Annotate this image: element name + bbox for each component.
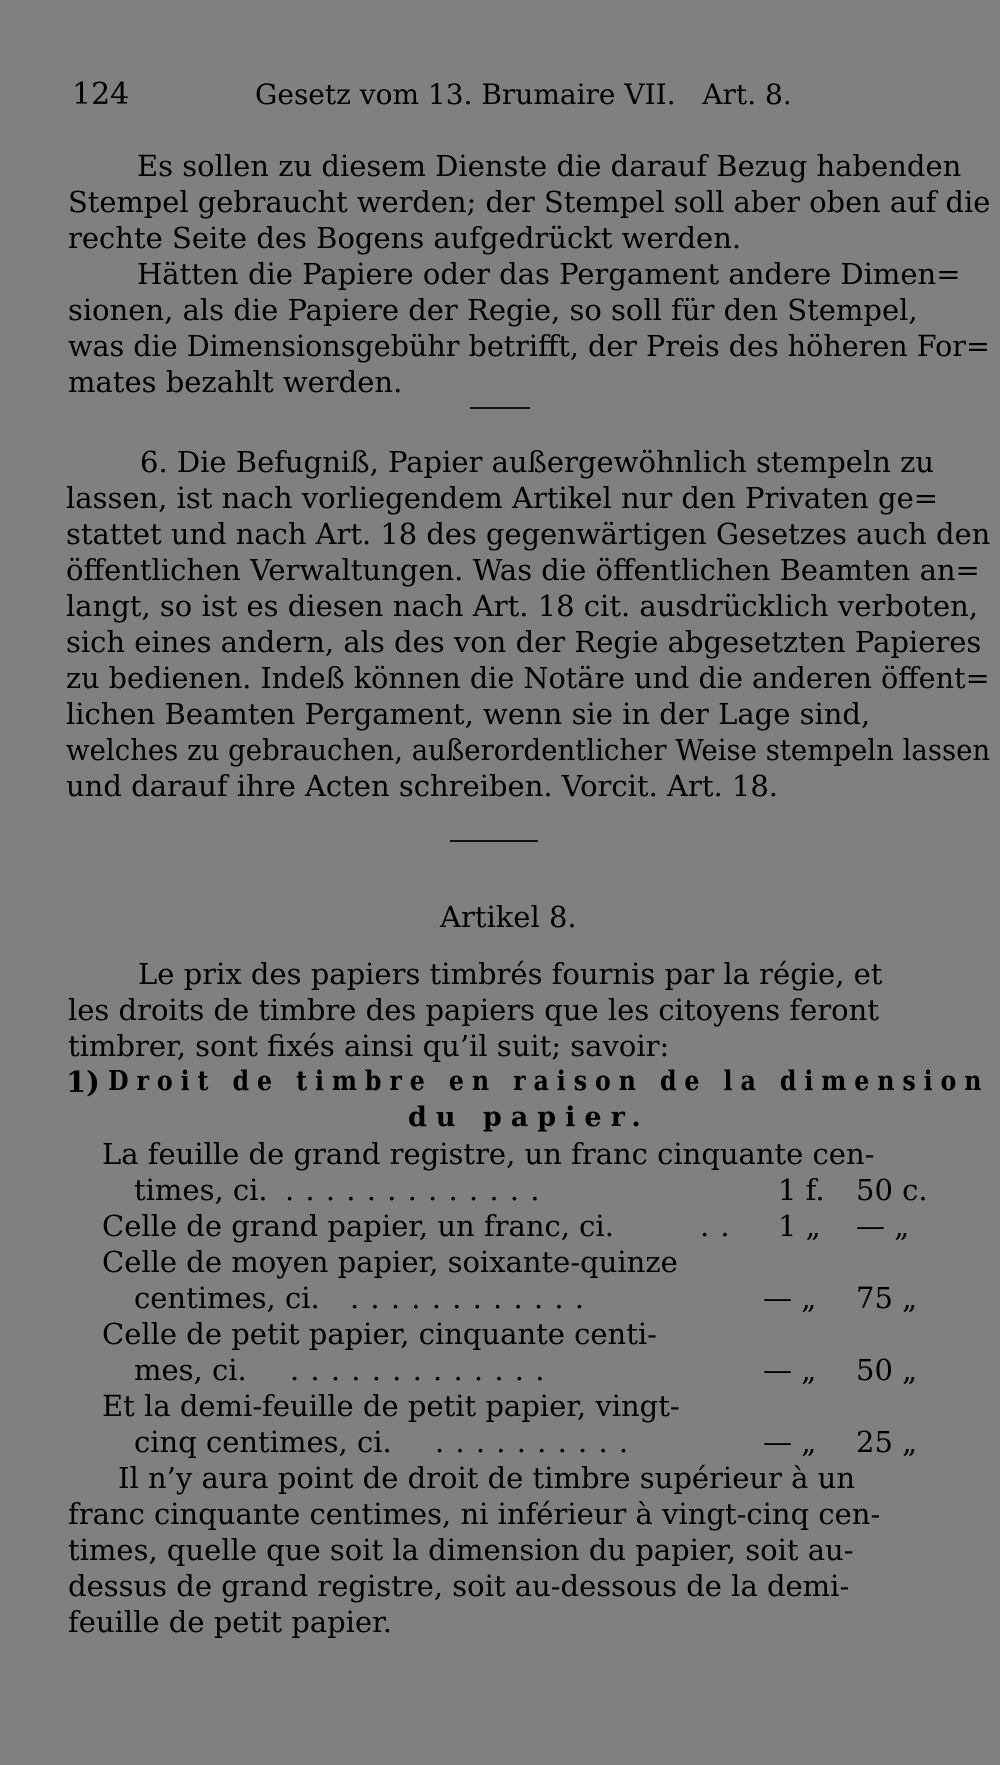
- closing-line: dessus de grand registre, soit au-dessous de la demi-: [68, 1569, 850, 1603]
- rate-cents: 50 c.: [856, 1173, 928, 1207]
- german-p2-line: Hätten die Papiere oder das Pergament andere Dimen=: [137, 257, 961, 291]
- rate-dots: . . . . . . . . . .: [435, 1425, 630, 1459]
- page-number: 124: [72, 77, 130, 112]
- german-p3-line: öffentlichen Verwaltungen. Was die öffentlichen Beamten an=: [66, 553, 980, 587]
- rate-francs: 1 „: [778, 1209, 821, 1243]
- rate-francs: 1 f.: [778, 1173, 825, 1207]
- short-rule: [470, 407, 530, 409]
- rate-dots: . . . . . . . . . . . . .: [285, 1173, 541, 1207]
- rate-text-cont: cinq centimes, ci.: [134, 1425, 392, 1459]
- german-p2-line: sionen, als die Papiere der Regie, so soll für den Stempel,: [68, 293, 918, 327]
- rate-francs: — „: [763, 1281, 817, 1315]
- rate-francs: — „: [763, 1353, 817, 1387]
- section-number: 1): [66, 1065, 100, 1099]
- german-p3-line: langt, so ist es diesen nach Art. 18 cit. ausdrücklich verboten,: [66, 589, 979, 623]
- closing-line: times, quelle que soit la dimension du papier, soit au-: [68, 1533, 854, 1567]
- german-p2-line: was die Dimensionsgebühr betrifft, der Preis des höheren For=: [68, 329, 990, 363]
- german-p3-line: sich eines andern, als des von der Regie abgesetzten Papieres: [66, 625, 982, 659]
- german-p3-line: welches zu gebrauchen, außerordentlicher Weise stempeln lassen: [66, 733, 991, 767]
- closing-line: Il n’y aura point de droit de timbre supérieur à un: [118, 1461, 855, 1495]
- rate-cents: — „: [856, 1209, 910, 1243]
- rate-cents: 25 „: [856, 1425, 918, 1459]
- german-p3-line: und darauf ihre Acten schreiben. Vorcit. Art. 18.: [66, 769, 779, 803]
- closing-line: franc cinquante centimes, ni inférieur à vingt-cinq cen-: [68, 1497, 881, 1531]
- rate-dots: . . . . . . . . . . . .: [350, 1281, 586, 1315]
- rate-dots: . . . . . . . . . . . . .: [290, 1353, 546, 1387]
- german-p2-line: mates bezahlt werden.: [68, 365, 403, 399]
- german-p3-line: lichen Beamten Pergament, wenn sie in der Lage sind,: [66, 697, 871, 731]
- german-p3-line: stattet und nach Art. 18 des gegenwärtigen Gesetzes auch den: [66, 517, 991, 551]
- german-p3-line: lassen, ist nach vorliegendem Artikel nur den Privaten ge=: [66, 481, 939, 515]
- intro-line: Le prix des papiers timbrés fournis par la régie, et: [138, 957, 883, 991]
- intro-line: les droits de timbre des papiers que les citoyens feront: [68, 993, 879, 1027]
- german-p3-line: 6. Die Befugniß, Papier außergewöhnlich stempeln zu: [140, 445, 935, 479]
- rate-text: Celle de petit papier, cinquante centi-: [102, 1317, 657, 1351]
- rate-text-cont: times, ci.: [134, 1173, 268, 1207]
- rate-text: Celle de grand papier, un franc, ci.: [102, 1209, 614, 1243]
- rate-text: Et la demi-feuille de petit papier, vingt-: [102, 1389, 680, 1423]
- rate-francs: — „: [763, 1425, 817, 1459]
- article-heading: Artikel 8.: [440, 900, 577, 934]
- rate-dots: . .: [700, 1209, 731, 1243]
- section-title: Droit de timbre en raison de la dimension: [108, 1066, 990, 1097]
- german-p1-line: rechte Seite des Bogens aufgedrückt werden.: [68, 221, 742, 255]
- rate-text-cont: mes, ci.: [134, 1353, 247, 1387]
- running-title: Gesetz vom 13. Brumaire VII. Art. 8.: [255, 78, 792, 111]
- rate-text: La feuille de grand registre, un franc cinquante cen-: [102, 1137, 875, 1171]
- intro-line: timbrer, sont fixés ainsi qu’il suit; savoir:: [68, 1029, 670, 1063]
- section-rule: [450, 840, 538, 842]
- rate-cents: 75 „: [856, 1281, 918, 1315]
- rate-cents: 50 „: [856, 1353, 918, 1387]
- german-p1-line: Stempel gebraucht werden; der Stempel soll aber oben auf die: [68, 185, 991, 219]
- closing-line: feuille de petit papier.: [68, 1605, 392, 1639]
- section-title-cont: du papier.: [408, 1102, 650, 1133]
- rate-text-cont: centimes, ci.: [134, 1281, 320, 1315]
- german-p1-line: Es sollen zu diesem Dienste die darauf Bezug habenden: [137, 149, 962, 183]
- rate-text: Celle de moyen papier, soixante-quinze: [102, 1245, 678, 1279]
- german-p3-line: zu bedienen. Indeß können die Notäre und die anderen öffent=: [66, 661, 990, 695]
